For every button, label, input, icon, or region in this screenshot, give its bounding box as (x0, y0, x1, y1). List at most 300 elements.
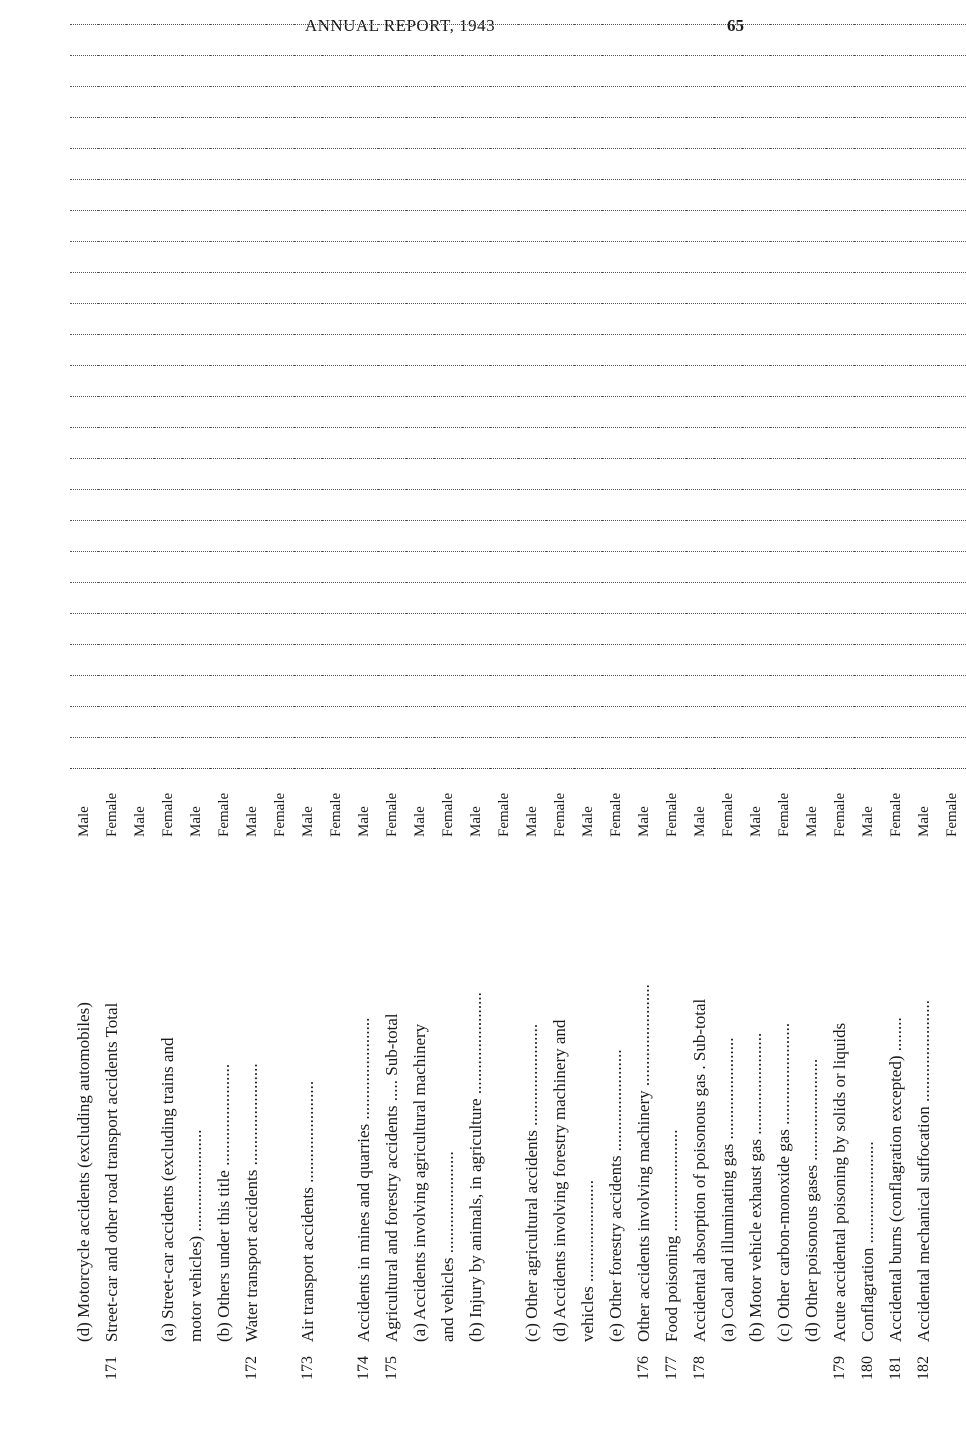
sex-label: Female (154, 769, 182, 839)
table-cell (182, 149, 210, 180)
table-cell (714, 397, 742, 428)
sex-label: Male (518, 769, 546, 839)
table-cell (630, 118, 658, 149)
sex-label: Male (630, 769, 658, 839)
table-cell (938, 521, 966, 552)
sex-label: Male (574, 769, 602, 839)
table-cell (490, 552, 518, 583)
table-cell (98, 211, 126, 242)
table-cell (294, 149, 322, 180)
table-cell (378, 335, 406, 366)
table-cell (910, 521, 938, 552)
table-cell (98, 583, 126, 614)
table-cell (546, 366, 574, 397)
cause-number (266, 1344, 294, 1382)
table-cell (770, 614, 798, 645)
cause-label: Air transport accidents ........................ (298, 1080, 317, 1342)
table-cell (322, 335, 350, 366)
table-cell (658, 583, 686, 614)
table-cell (98, 521, 126, 552)
table-cell (574, 118, 602, 149)
table-cell (574, 242, 602, 273)
sex-label: Male (70, 769, 98, 839)
table-row (882, 25, 910, 1382)
table-cell (826, 56, 854, 87)
table-cell (322, 521, 350, 552)
table-cell (490, 490, 518, 521)
table-cell (406, 118, 434, 149)
table-cell (770, 738, 798, 769)
table-cell (686, 304, 714, 335)
table-cell (378, 242, 406, 273)
table-cell (182, 273, 210, 304)
table-cell (826, 676, 854, 707)
table-cell (798, 428, 826, 459)
table-cell (630, 25, 658, 56)
table-row (686, 25, 714, 1382)
cause-label: (a) Accidents involving agricultural machinery (410, 1023, 429, 1342)
table-cell (434, 118, 462, 149)
table-cell (350, 645, 378, 676)
table-cell (490, 738, 518, 769)
cause-number (126, 1344, 154, 1382)
table-cell (294, 366, 322, 397)
table-cell (378, 211, 406, 242)
table-cell (70, 56, 98, 87)
page-number: 65 (727, 16, 744, 35)
table-cell (714, 428, 742, 459)
table-cell (938, 583, 966, 614)
table-cell (602, 645, 630, 676)
table-cell (938, 180, 966, 211)
table-cell (574, 366, 602, 397)
table-cell (182, 211, 210, 242)
table-cell (798, 521, 826, 552)
cause-number: 175 (383, 1356, 400, 1380)
table-cell (630, 459, 658, 490)
table-cell (406, 273, 434, 304)
table-cell (686, 707, 714, 738)
table-row (658, 25, 686, 1382)
table-cell (630, 490, 658, 521)
table-cell (406, 304, 434, 335)
table-cell (266, 552, 294, 583)
table-cell (910, 552, 938, 583)
table-cell (546, 304, 574, 335)
table-cell (518, 87, 546, 118)
table-cell (378, 490, 406, 521)
sex-label: Male (686, 769, 714, 839)
table-cell (910, 211, 938, 242)
table-cell (938, 304, 966, 335)
cause-number (406, 1344, 434, 1382)
table-cell (938, 118, 966, 149)
table-cell (826, 428, 854, 459)
table-cell (686, 87, 714, 118)
table-cell (574, 521, 602, 552)
table-cell (210, 521, 238, 552)
table-cell (770, 149, 798, 180)
table-cell (154, 56, 182, 87)
table-cell (70, 490, 98, 521)
table-cell (826, 304, 854, 335)
table-cell (770, 335, 798, 366)
table-cell (518, 304, 546, 335)
table-row (182, 25, 210, 1382)
table-cell (602, 118, 630, 149)
table-cell (798, 583, 826, 614)
table-cell (98, 738, 126, 769)
table-cell (742, 614, 770, 645)
table-cell (266, 366, 294, 397)
table-cell (182, 707, 210, 738)
table-cell (546, 428, 574, 459)
table-cell (602, 211, 630, 242)
table-cell (658, 614, 686, 645)
table-cell (686, 490, 714, 521)
table-cell (154, 118, 182, 149)
table-row (434, 25, 462, 1382)
table-cell (686, 583, 714, 614)
table-cell (462, 707, 490, 738)
table-cell (210, 645, 238, 676)
table-cell (350, 242, 378, 273)
table-row (490, 25, 518, 1382)
table-cell (714, 87, 742, 118)
table-cell (882, 645, 910, 676)
sex-label: Female (658, 769, 686, 839)
table-cell (574, 428, 602, 459)
table-cell (322, 645, 350, 676)
table-cell (658, 25, 686, 56)
table-cell (630, 242, 658, 273)
table-cell (882, 180, 910, 211)
table-cell (938, 676, 966, 707)
table-cell (910, 335, 938, 366)
cause-label (322, 839, 350, 1344)
table-cell (714, 118, 742, 149)
table-cell (938, 738, 966, 769)
table-cell (742, 428, 770, 459)
table-cell (714, 56, 742, 87)
table-cell (798, 676, 826, 707)
table-cell (910, 583, 938, 614)
table-cell (910, 707, 938, 738)
table-cell (658, 459, 686, 490)
cause-label: (b) Injury by animals, in agriculture ........................ (466, 992, 485, 1342)
table-cell (770, 428, 798, 459)
table-cell (322, 459, 350, 490)
table-cell (742, 273, 770, 304)
table-cell (602, 273, 630, 304)
table-cell (574, 738, 602, 769)
sex-label: Female (546, 769, 574, 839)
table-cell (602, 87, 630, 118)
table-cell (350, 738, 378, 769)
table-cell (546, 273, 574, 304)
table-cell (910, 87, 938, 118)
table-cell (350, 25, 378, 56)
table-cell (742, 459, 770, 490)
table-cell (686, 211, 714, 242)
table-row (546, 25, 574, 1382)
table-cell (238, 397, 266, 428)
table-cell (154, 397, 182, 428)
table-cell (322, 428, 350, 459)
table-cell (602, 149, 630, 180)
table-cell (210, 614, 238, 645)
table-cell (826, 25, 854, 56)
table-cell (518, 397, 546, 428)
table-cell (406, 707, 434, 738)
table-cell (770, 521, 798, 552)
table-cell (658, 676, 686, 707)
table-cell (630, 366, 658, 397)
rotated-table-region (70, 92, 960, 1382)
table-row (238, 25, 266, 1382)
cause-number: 172 (243, 1356, 260, 1380)
table-cell (266, 428, 294, 459)
table-cell (406, 87, 434, 118)
table-cell (686, 645, 714, 676)
table-cell (742, 118, 770, 149)
table-cell (350, 521, 378, 552)
table-cell (182, 552, 210, 583)
table-cell (546, 211, 574, 242)
table-cell (686, 397, 714, 428)
table-cell (238, 242, 266, 273)
table-cell (854, 180, 882, 211)
table-cell (434, 242, 462, 273)
table-cell (350, 614, 378, 645)
table-cell (490, 180, 518, 211)
sex-label: Male (238, 769, 266, 839)
table-cell (518, 428, 546, 459)
table-cell (602, 459, 630, 490)
table-cell (910, 397, 938, 428)
table-cell (462, 87, 490, 118)
table-cell (518, 707, 546, 738)
table-cell (490, 428, 518, 459)
cause-number (462, 1344, 490, 1382)
table-cell (826, 366, 854, 397)
table-cell (266, 87, 294, 118)
table-cell (378, 676, 406, 707)
table-cell (462, 118, 490, 149)
table-cell (70, 273, 98, 304)
table-cell (98, 335, 126, 366)
table-cell (938, 490, 966, 521)
table-cell (630, 645, 658, 676)
table-cell (238, 304, 266, 335)
table-cell (238, 707, 266, 738)
table-cell (910, 180, 938, 211)
table-cell (406, 335, 434, 366)
table-cell (854, 707, 882, 738)
table-cell (630, 273, 658, 304)
table-cell (98, 118, 126, 149)
table-cell (378, 459, 406, 490)
table-cell (434, 397, 462, 428)
table-cell (770, 645, 798, 676)
table-cell (462, 56, 490, 87)
table-cell (126, 490, 154, 521)
table-cell (686, 273, 714, 304)
table-cell (798, 459, 826, 490)
cause-number (742, 1344, 770, 1382)
table-cell (406, 211, 434, 242)
table-cell (938, 366, 966, 397)
table-cell (238, 521, 266, 552)
table-cell (630, 87, 658, 118)
table-cell (602, 25, 630, 56)
table-cell (882, 428, 910, 459)
table-cell (350, 118, 378, 149)
table-cell (126, 304, 154, 335)
table-cell (350, 180, 378, 211)
table-cell (98, 490, 126, 521)
table-cell (294, 56, 322, 87)
table-cell (686, 242, 714, 273)
table-cell (322, 149, 350, 180)
table-cell (154, 583, 182, 614)
table-cell (854, 552, 882, 583)
table-cell (462, 583, 490, 614)
table-cell (154, 335, 182, 366)
table-row (938, 25, 966, 1382)
cause-number (518, 1344, 546, 1382)
table-cell (490, 118, 518, 149)
table-cell (126, 25, 154, 56)
table-cell (910, 490, 938, 521)
table-cell (854, 583, 882, 614)
table-cell (742, 87, 770, 118)
cause-label (266, 839, 294, 1344)
table-cell (322, 25, 350, 56)
table-row (294, 25, 322, 1382)
table-cell (406, 56, 434, 87)
table-cell (882, 118, 910, 149)
table-cell (294, 614, 322, 645)
table-cell (602, 242, 630, 273)
table-cell (182, 583, 210, 614)
table-row (854, 25, 882, 1382)
table-cell (798, 118, 826, 149)
table-cell (490, 56, 518, 87)
table-cell (266, 335, 294, 366)
table-row (630, 25, 658, 1382)
table-cell (518, 738, 546, 769)
table-cell (742, 211, 770, 242)
table-cell (490, 304, 518, 335)
table-cell (518, 459, 546, 490)
table-cell (266, 738, 294, 769)
table-cell (350, 335, 378, 366)
table-cell (378, 273, 406, 304)
table-cell (630, 552, 658, 583)
table-row (798, 25, 826, 1382)
table-cell (322, 304, 350, 335)
table-cell (294, 645, 322, 676)
table-cell (126, 707, 154, 738)
table-cell (882, 397, 910, 428)
table-cell (826, 459, 854, 490)
table-cell (910, 149, 938, 180)
table-cell (798, 25, 826, 56)
table-cell (294, 459, 322, 490)
table-cell (266, 304, 294, 335)
table-cell (378, 56, 406, 87)
table-cell (490, 676, 518, 707)
sex-label: Female (378, 769, 406, 839)
table-cell (434, 738, 462, 769)
table-cell (70, 180, 98, 211)
table-cell (378, 521, 406, 552)
cause-number: 181 (887, 1356, 904, 1380)
cause-label: (c) Other agricultural accidents ........................ (522, 1023, 541, 1342)
table-cell (826, 180, 854, 211)
table-cell (742, 304, 770, 335)
table-cell (714, 738, 742, 769)
table-cell (182, 180, 210, 211)
table-cell (462, 397, 490, 428)
table-cell (658, 521, 686, 552)
table-cell (70, 521, 98, 552)
table-cell (490, 25, 518, 56)
table-cell (574, 304, 602, 335)
table-cell (238, 614, 266, 645)
table-cell (658, 738, 686, 769)
table-cell (322, 211, 350, 242)
table-cell (910, 273, 938, 304)
table-cell (826, 645, 854, 676)
table-cell (798, 149, 826, 180)
table-cell (490, 335, 518, 366)
table-cell (294, 87, 322, 118)
sex-label: Male (182, 769, 210, 839)
table-cell (238, 428, 266, 459)
table-cell (462, 180, 490, 211)
table-cell (658, 645, 686, 676)
table-cell (378, 614, 406, 645)
table-cell (770, 87, 798, 118)
table-cell (462, 304, 490, 335)
table-cell (322, 614, 350, 645)
table-cell (490, 397, 518, 428)
table-cell (518, 583, 546, 614)
table-cell (70, 676, 98, 707)
table-cell (518, 273, 546, 304)
table-cell (602, 583, 630, 614)
table-cell (518, 521, 546, 552)
table-cell (154, 645, 182, 676)
table-cell (630, 304, 658, 335)
table-cell (98, 552, 126, 583)
table-cell (658, 180, 686, 211)
table-cell (742, 583, 770, 614)
cause-number (546, 1344, 574, 1382)
table-cell (98, 676, 126, 707)
table-cell (658, 552, 686, 583)
table-cell (266, 211, 294, 242)
table-cell (518, 614, 546, 645)
table-cell (266, 707, 294, 738)
table-cell (462, 273, 490, 304)
table-cell (714, 583, 742, 614)
table-cell (182, 397, 210, 428)
table-cell (938, 552, 966, 583)
table-cell (126, 335, 154, 366)
